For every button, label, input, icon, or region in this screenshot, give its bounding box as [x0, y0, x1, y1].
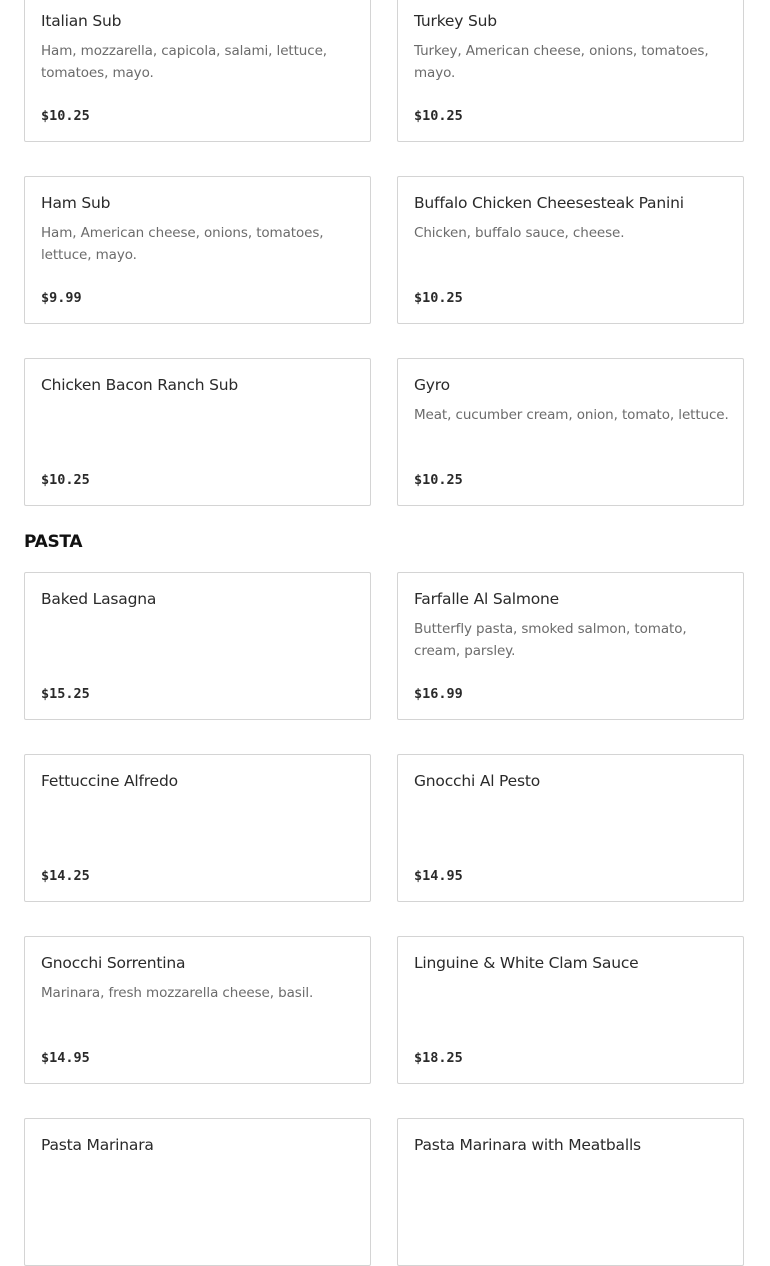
- menu-item-name: Gnocchi Al Pesto: [414, 772, 541, 790]
- menu-item-name: Buffalo Chicken Cheesesteak Panini: [414, 194, 684, 212]
- menu-item-name: Chicken Bacon Ranch Sub: [41, 376, 238, 394]
- menu-item-description: Butterfly pasta, smoked salmon, tomato, cream, parsley.: [414, 621, 687, 659]
- menu-item-name: Italian Sub: [41, 12, 122, 30]
- menu-item-name: Ham Sub: [41, 194, 111, 212]
- menu-item-card[interactable]: [397, 936, 744, 1084]
- menu-item-price: $10.25: [41, 108, 90, 124]
- menu-item-description: Marinara, fresh mozzarella cheese, basil.: [41, 985, 314, 1001]
- menu-item-description: Turkey, American cheese, onions, tomatoes, mayo.: [414, 43, 709, 81]
- menu-item-price: $16.99: [414, 686, 463, 702]
- menu-item-price: $10.25: [414, 108, 463, 124]
- menu-item-card[interactable]: [397, 0, 744, 142]
- menu-item-card[interactable]: [397, 1118, 744, 1266]
- menu-item-card[interactable]: [24, 936, 371, 1084]
- menu-item-name: Pasta Marinara: [41, 1136, 154, 1154]
- menu-item-name: Farfalle Al Salmone: [414, 590, 560, 608]
- menu-item-description: Ham, mozzarella, capicola, salami, lettuce, tomatoes, mayo.: [41, 43, 327, 81]
- menu-item-card[interactable]: [24, 572, 371, 720]
- menu-item-price: $10.25: [414, 290, 463, 306]
- menu-item-description: Chicken, buffalo sauce, cheese.: [414, 225, 625, 241]
- menu-item-price: $10.25: [414, 472, 463, 488]
- menu-item-card[interactable]: [397, 358, 744, 506]
- menu-item-card[interactable]: [397, 572, 744, 720]
- menu-item-card[interactable]: [397, 176, 744, 324]
- menu-item-card[interactable]: [24, 176, 371, 324]
- menu-item-price: $14.25: [41, 868, 90, 884]
- menu-item-card[interactable]: [24, 358, 371, 506]
- menu-item-description: Ham, American cheese, onions, tomatoes, lettuce, mayo.: [41, 225, 324, 263]
- menu-item-name: Baked Lasagna: [41, 590, 157, 608]
- menu-item-name: Gyro: [414, 376, 450, 394]
- menu-item-name: Turkey Sub: [414, 12, 497, 30]
- menu-item-card[interactable]: [24, 0, 371, 142]
- menu-item-description: Meat, cucumber cream, onion, tomato, lettuce.: [414, 407, 729, 423]
- menu-item-name: Pasta Marinara with Meatballs: [414, 1136, 641, 1154]
- menu-item-name: Gnocchi Sorrentina: [41, 954, 186, 972]
- menu-item-price: $10.25: [41, 472, 90, 488]
- menu-item-name: Linguine & White Clam Sauce: [414, 954, 639, 972]
- menu-item-price: $9.99: [41, 290, 82, 306]
- menu-item-card[interactable]: [397, 754, 744, 902]
- menu-item-price: $14.95: [414, 868, 463, 884]
- menu-item-card[interactable]: [24, 1118, 371, 1266]
- menu-item-card[interactable]: [24, 754, 371, 902]
- menu-item-name: Fettuccine Alfredo: [41, 772, 178, 790]
- menu-item-price: $14.95: [41, 1050, 90, 1066]
- menu-item-price: $18.25: [414, 1050, 463, 1066]
- menu-item-price: $15.25: [41, 686, 90, 702]
- section-heading-pasta: PASTA: [24, 532, 83, 552]
